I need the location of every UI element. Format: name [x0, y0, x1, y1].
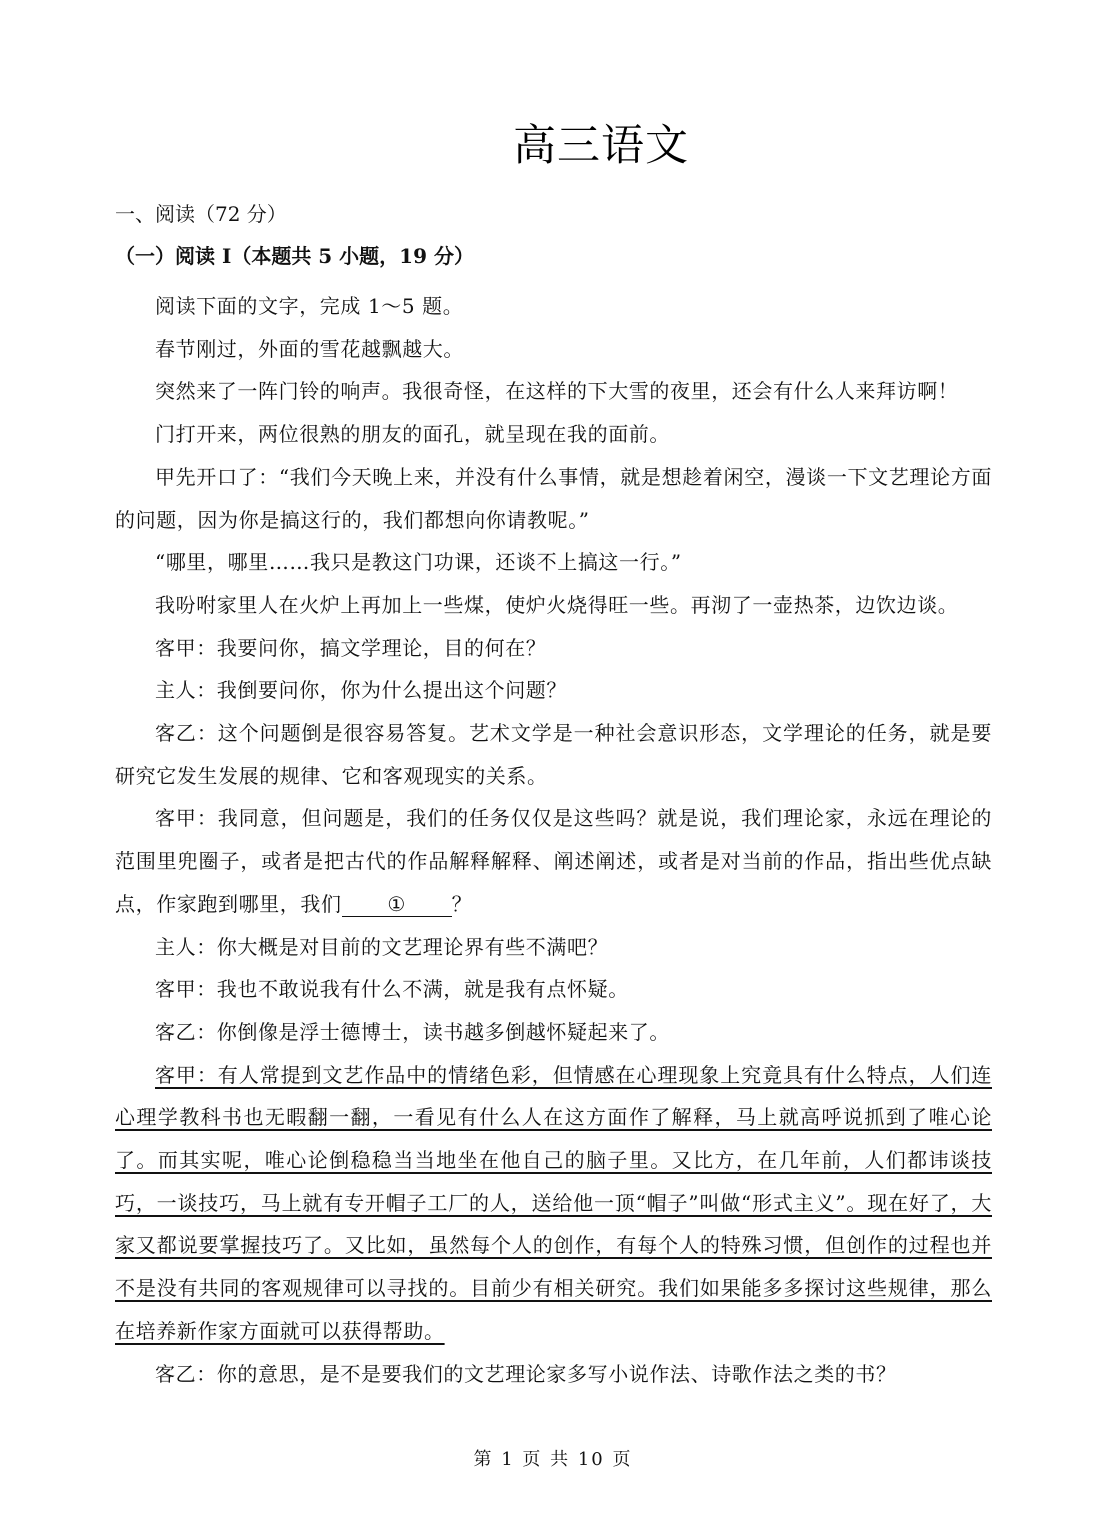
paragraph: 客甲：我要问你，搞文学理论，目的何在？ — [155, 635, 547, 660]
paragraph: 甲先开口了：“我们今天晚上来，并没有什么事情，就是想趁着闲空，漫谈一下文艺理论方面的问题，因为你是搞这行的，我们都想向你请教呢。” — [115, 464, 992, 532]
paragraph: 主人：你大概是对目前的文艺理论界有些不满吧？ — [155, 934, 609, 959]
paragraph: 主人：我倒要问你，你为什么提出这个问题？ — [155, 678, 567, 703]
paragraph: 客乙：你倒像是浮士德博士，读书越多倒越怀疑起来了。 — [155, 1019, 670, 1044]
paragraph-with-blank — [115, 797, 992, 925]
paragraph: 突然来了一阵门铃的响声。我很奇怪，在这样的下大雪的夜里，还会有什么人来拜访啊！ — [155, 379, 959, 404]
paragraph: 门打开来，两位很熟的朋友的面孔，就呈现在我的面前。 — [155, 422, 670, 447]
underlined-text: 客甲：有人常提到文艺作品中的情绪色彩，但情感在心理现象上究竟具有什么特点，人们连心理学教科书也无暇翻一翻，一看见有什么人在这方面作了解释，马上就高呼说抓到了唯心论了。而其实呢，唯心论倒稳稳当当地坐在他自己的脑子里。又比方，在几年前，人们都讳谈技巧，一谈技巧，马上就有专开帽子工厂的人，送给他一顶“帽子”叫做“形式主义”。现在好了，大家又都说要掌握技巧了。又比如，虽然每个人的创作，有每个人的特殊习惯，但创作的过程也并不是没有共同的客观规律可以寻找的。目前少有相关研究。我们如果能多多探讨这些规律，那么在培养新作家方面就可以获得帮助。 — [115, 1062, 992, 1343]
paragraph: 我吩咐家里人在火炉上再加上一些煤，使炉火烧得旺一些。再沏了一壶热茶，边饮边谈。 — [155, 592, 959, 617]
paragraph: 客甲：我也不敢说我有什么不满，就是我有点怀疑。 — [155, 977, 629, 1002]
paragraph: 客乙：你的意思，是不是要我们的文艺理论家多写小说作法、诗歌作法之类的书？ — [155, 1361, 897, 1386]
instruction-paragraph: 阅读下面的文字，完成 1～5 题。 — [155, 294, 464, 318]
reading-passage — [115, 285, 992, 1395]
underlined-paragraph — [115, 1054, 992, 1353]
section-heading: 一、阅读（72 分） — [115, 202, 287, 226]
page-footer: 第 1 页 共 10 页 — [473, 1449, 633, 1470]
answer-blank-1: ① — [342, 892, 452, 917]
paragraph-text: 客甲：我同意，但问题是，我们的任务仅仅是这些吗？就是说，我们理论家，永远在理论的范围里兜圈子，或者是把古代的作品解释解释、阐述阐述，或者是对当前的作品，指出些优点缺点，作家跑到哪里，我们 — [115, 806, 992, 916]
paragraph: “哪里，哪里……我只是教这门功课，还谈不上搞这一行。” — [155, 550, 682, 575]
paragraph-text: ？ — [451, 891, 473, 916]
paragraph: 客乙：这个问题倒是很容易答复。艺术文学是一种社会意识形态，文学理论的任务，就是要研究它发生发展的规律、它和客观现实的关系。 — [115, 721, 992, 788]
paragraph: 春节刚过，外面的雪花越飘越大。 — [155, 336, 464, 361]
subsection-heading: （一）阅读 I（本题共 5 小题，19 分） — [115, 244, 474, 268]
page-title: 高三语文 — [513, 121, 689, 171]
